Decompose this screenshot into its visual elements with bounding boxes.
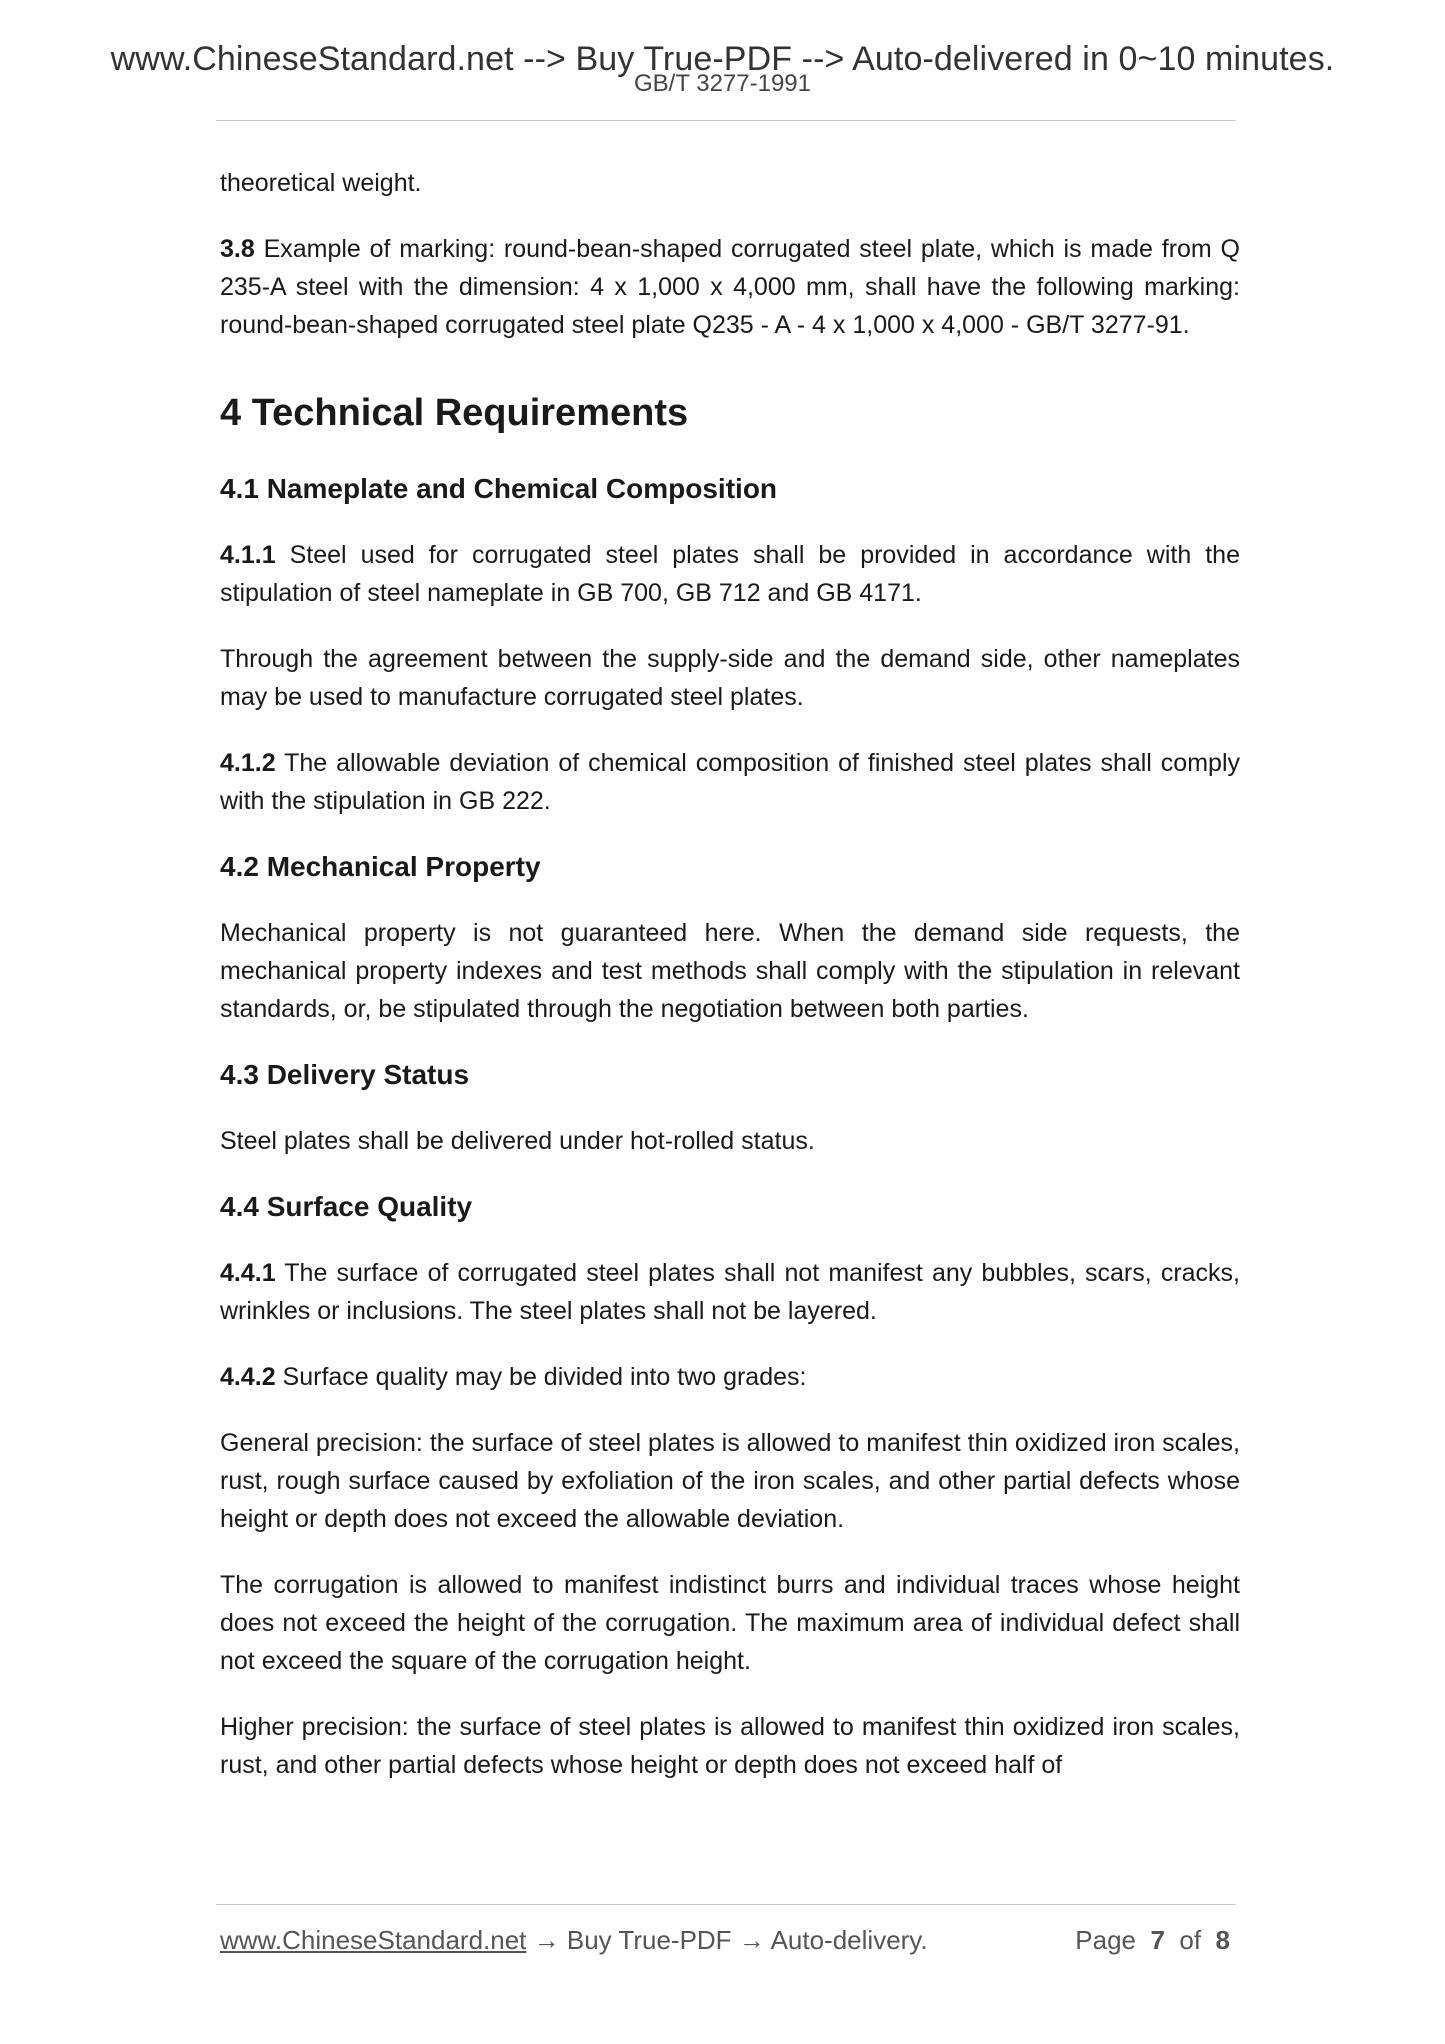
footer-nav-text: → Buy True-PDF → Auto-delivery. [526,1925,928,1955]
clause-3-8 [220,230,1240,344]
paragraph-corrugation: The corrugation is allowed to manifest indistinct burrs and individual traces whose height does not exceed the height of the corrugation. The maximum area of individual defect shall not exceed the square of the corrugation height. [220,1571,1240,1675]
clause-text: Surface quality may be divided into two grades: [275,1363,807,1391]
paragraph-delivery-status: Steel plates shall be delivered under hot-rolled status. [220,1127,815,1155]
footer-divider [216,1904,1236,1905]
clause-text: The allowable deviation of chemical composition of finished steel plates shall comply with the stipulation in GB 222. [220,749,1240,815]
header-banner: www.ChineseStandard.net --> Buy True-PDF --> Auto-delivered in 0~10 minutes. [110,40,1335,78]
paragraph-general-precision: General precision: the surface of steel plates is allowed to manifest thin oxidized iron scales, rust, rough surface caused by exfoliation of the iron scales, and other partial defects whose height or depth does not exceed the allowable deviation. [220,1429,1240,1533]
clause-text: The surface of corrugated steel plates shall not manifest any bubbles, scars, cracks, wrinkles or inclusions. The steel plates shall not be layered. [220,1259,1240,1325]
paragraph-mechanical-property: Mechanical property is not guaranteed here. When the demand side requests, the mechanical property indexes and test methods shall comply with the stipulation in relevant standards, or, be stipulated through the negotiation between both parties. [220,919,1240,1023]
clause-number: 4.4.1 [220,1259,276,1287]
clause-number: 4.1.1 [220,541,276,569]
page-current: 7 [1150,1925,1165,1955]
paragraph-theoretical-weight: theoretical weight. [220,169,422,197]
subsection-heading-4-3: 4.3 Delivery Status [220,1059,470,1090]
footer-left [220,1925,928,1956]
section-heading-4: 4 Technical Requirements [220,392,689,434]
paragraph-higher-precision: Higher precision: the surface of steel plates is allowed to manifest thin oxidized iron scales, rust, and other partial defects whose height or depth does not exceed half of [220,1713,1240,1779]
page-of: of [1179,1925,1202,1955]
page-number [1075,1925,1230,1956]
clause-4-1-2 [220,744,1240,820]
clause-text: Example of marking: round-bean-shaped corrugated steel plate, which is made from Q 235-A steel with the dimension: 4 x 1,000 x 4,000 mm, shall have the following marking: round-bean-shaped corrugated steel plate Q235 - A - 4 x 1,000 x 4,000 - GB/T 3277-91. [220,235,1240,339]
subsection-heading-4-1: 4.1 Nameplate and Chemical Composition [220,473,778,504]
clause-text: Steel used for corrugated steel plates shall be provided in accordance with the stipulation of steel nameplate in GB 700, GB 712 and GB 4171. [220,541,1240,607]
clause-number: 4.4.2 [220,1363,276,1391]
clause-4-4-2 [220,1358,1240,1396]
subsection-heading-4-2: 4.2 Mechanical Property [220,851,541,882]
page-total: 8 [1215,1925,1230,1955]
page-label: Page [1075,1925,1137,1955]
clause-4-1-1 [220,536,1240,612]
clause-4-4-1 [220,1254,1240,1330]
footer-site-link[interactable]: www.ChineseStandard.net [220,1925,527,1955]
page-content [220,164,1240,1812]
header-divider [216,120,1236,121]
subsection-heading-4-4: 4.4 Surface Quality [220,1191,473,1222]
paragraph-agreement: Through the agreement between the supply-side and the demand side, other nameplates may be used to manufacture corrugated steel plates. [220,645,1240,711]
standard-code: GB/T 3277-1991 [633,70,811,97]
clause-number: 4.1.2 [220,749,276,777]
clause-number: 3.8 [220,235,255,263]
